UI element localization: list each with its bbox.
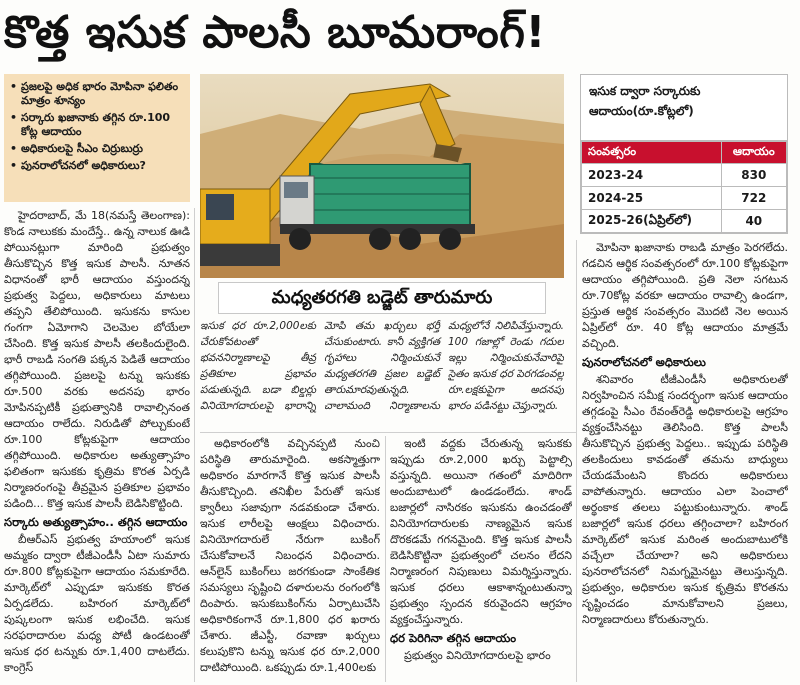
story-box (200, 318, 564, 430)
column-divider (576, 240, 577, 682)
article-column-3 (390, 436, 572, 682)
revenue-cell: 722 (721, 187, 786, 210)
highlight-item: • సర్కారు ఖజానాకు తగ్గిన రూ.100 కోట్ల ఆదాయం (10, 111, 184, 139)
table-row (582, 210, 787, 233)
revenue-table-box (580, 74, 788, 234)
article-paragraph: శనివారం టీజీఎండీసీ అధికారులతో నిర్వహించిన సమీక్ష సందర్భంగా ఇసుక ఆదాయం తగ్గడంపై సీఎం రేవంత్‌రెడ్డి అధికారులపై ఆగ్రహం వ్యక్తంచేసినట్టు తెలిసింది. కొత్త పాలసీ తీసుకొచ్చిన ప్రభుత్వ పెద్దలు.. ఇప్పుడు పరిస్థితి తలకిందులు కావడంతో తమను బాధ్యులు చేయడమేంటని కొందరు అధికారులు వాపోతున్నారు. ఆదాయం ఎలా పెంచాలో అర్థంకాక తలలు పట్టుకుంటున్నారు. శాండ్ బజార్లలో ఇసుక ధరలు తగ్గించాలా? బహిరంగ మార్కెట్‌లో ఇసుక మరింత అందుబాటులోకి వచ్చేలా చేయాలా? అని అధికారులు పునరాలోచనలో నిమగ్నమైనట్టు తెలుస్తున్నది. ప్రభుత్వం, అధికారుల ఇసుక కృత్రిమ కొరతను సృష్టించడం మానుకోవాలని ప్రజలు, నిర్మాణదారులు కోరుతున్నారు. (582, 373, 788, 626)
article-paragraph: అధికారంలోకి వచ్చినప్పటి నుంచి పరిస్థితి తారుమారైంది. అకస్మాత్తుగా అధికారం మారగానే కొత్త ఇసుక పాలసీ తీసుకొచ్చింది. తనిఖీల పేరుతో ఇసుక క్వారీలు సజావుగా నడవకుండా చేశారు. ఇసుక లారీలపై ఆంక్షలు విధించారు. వినియోగదారులే నేరుగా బుకింగ్ చేసుకోవాలనే నిబంధన విధించారు. ఆన్‌లైన్ బుకింగ్‌లు జరగకుండా సాంకేతిక సమస్యలు సృష్టించి దళారులను రంగంలోకి దింపారు. ఇసుకబుకింగ్‌ను ఏర్పాటుచేసి అధికారికంగానే రూ.1,800 ధర ఖరారు చేశారు. జీఎస్టీ, రవాణా ఖర్చులు కలుపుకొని టన్ను ఇసుక ధర రూ.2,000 దాటిపోయింది. ఒకప్పుడు రూ.1,400లకు (200, 437, 380, 674)
year-cell: 2024-25 (582, 187, 722, 210)
highlights-box (4, 74, 190, 202)
headline: కొత్త ఇసుక పాలసీ బూమరాంగ్! (4, 7, 546, 58)
article-paragraph: బీఆర్ఎస్ ప్రభుత్వ హయాంలో ఇసుక అమ్మకం ద్వారా టీజీఎండీసీ ఏటా సుమారు రూ.800 కోట్లకుపైగా ఆదాయం సమకూరేది. మార్కెట్‌లో ఎప్పుడూ ఇసుకకు కొరత ఏర్పడలేదు. బహిరంగ మార్కెట్‌లో పుష్కలంగా ఇసుక లభించేది. ఇసుక సరఫరాదారుల మధ్య పోటీ ఉండటంతో ఇసుక ధర టన్నుకు రూ.1,400 దాటలేదు. కాంగ్రెస్ (4, 533, 190, 674)
article-paragraph: ఇంటి వద్దకు చేరుతున్న ఇసుకకు ఇప్పుడు రూ.2,000 ఖర్చు పెట్టాల్సి వస్తున్నది. అయినా గతంలో మాదిరిగా అందుబాటులో ఉండడంలేదు. శాండ్ బజార్లలో నాసిరకం ఇసుకను ఉంచడంతో వినియోగదారులకు నాణ్యమైన ఇసుక దొరకడమే గగనమైంది. కొత్త ఇసుక పాలసీ బెడిసికొట్టినా ప్రభుత్వంలో చలనం లేదని నిర్మాణరంగ నిపుణులు విమర్శిస్తున్నారు. ఇసుక ధరలు ఆకాశాన్నంటుతున్నా ప్రభుత్వం స్పందన కరువైందని ఆగ్రహం వ్యక్తంచేస్తున్నారు. (390, 437, 572, 626)
article-paragraph: మోపినా ఖజానాకు రాబడి మాత్రం పెరగలేదు. గడచిన ఆర్థిక సంవత్సరంలో రూ.100 కోట్లకుపైగా ఆదాయం తగ్గిపోయింది. ప్రతి నెలా సగటున రూ.70కోట్ల వరకూ ఆదాయం రావాల్సి ఉండగా, ప్రస్తుత ఆర్థిక సంవత్సరం మొదటి నెల అయిన ఏప్రిల్‌లో రూ. 40 కోట్ల ఆదాయం మాత్రమే వచ్చింది. (582, 241, 788, 350)
year-cell: 2023-24 (582, 164, 722, 187)
column-divider (194, 208, 195, 682)
year-cell: 2025-26(ఏప్రిల్‌లో) (582, 210, 722, 233)
highlight-item: • అధికారులపై సీఎం చిర్రుబుర్రు (10, 142, 184, 156)
story-text: ఇసుక ధర రూ.2,000లకు చేరుకోవటంతో భవననిర్మాణాలపై తీవ్ర ప్రతికూల ప్రభావం పడుతున్నది. బడా బిల్డర్లు వినియోగదారులపై భారాన్ని మోపి తమ ఖర్చులు భర్తీ చేసుకుంటారు. కానీ వ్యక్తిగత గృహాలు నిర్మించుకునే మధ్యతరగతి ప్రజల బడ్జెట్ తారుమారవుతున్నది. చాలామంది నిర్మాణాలను మధ్యలోనే నిలిపివేస్తున్నారు. 100 గజాల్లో రెండు గదుల ఇల్లు నిర్మించుకునేవారిపై సైతం ఇసుక ధర పెరగడంవల్ల రూ.లక్షకుపైగా అదనపు భారం పడినట్టు చెప్తున్నారు. (200, 320, 564, 412)
article-column-1 (4, 208, 190, 682)
table-header-revenue: ఆదాయం (721, 142, 786, 164)
revenue-cell: 40 (721, 210, 786, 233)
section-divider (200, 432, 576, 433)
article-paragraph: హైదరాబాద్, మే 18(నమస్తే తెలంగాణ): కొండ నాలుకకు మందేస్తే.. ఉన్న నాలుక ఊడి పోయినట్లుగా మారింది ప్రభుత్వం తీసుకొచ్చిన కొత్త ఇసుక పాలసీ. నూతన విధానంతో భారీ ఆదాయం వస్తుందన్న ప్రభుత్వ పెద్దలు, అధికారులు మాటలు తప్పని తేలిపోయింది. ఇసుకను కాసుల గంగగా ఏమోగాని చెలమెల బోయేలా చేసింది. కొత్త ఇసుక పాలసీ తలకిందులైంది. భారీ రాబడి సంగతి పక్కన పెడితే ఆదాయం తగ్గిపోయింది. ప్రజలపై టన్ను ఇసుకకు రూ.500 వరకు అదనపు భారం మోపినప్పటికీ ప్రభుత్వానికి రావాల్సినంత ఆదాయం రాలేదు. నిరుడితో పోల్చుకుంటే రూ.100 కోట్లకుపైగా ఆదాయం తగ్గిపోయింది. అధికారుల అత్యుత్సాహం ఫలితంగా ఇసుకకు కృత్రిమ కొరత ఏర్పడి నిర్మాణరంగంపై తీవ్రమైన ప్రతికూల ప్రభావం పడింది... కొత్త ఇసుక పాలసీ బెడిసికొట్టింది. (4, 209, 190, 510)
section-subhead: సర్కారు అత్యుత్సాహం.. తగ్గిన ఆదాయం (4, 515, 188, 529)
section-subhead: పునరాలోచనలో అధికారులు (582, 355, 706, 369)
revenue-table (581, 141, 787, 233)
excavator-truck-photo (200, 74, 564, 278)
column-divider (385, 436, 386, 682)
article-paragraph: ప్రభుత్వం వినియోగదారులపై భారం (404, 649, 551, 662)
article-column-4 (582, 240, 788, 682)
table-title: ఇసుక ద్వారా సర్కారుకు ఆదాయం(రూ.కోట్లలో) (581, 75, 787, 141)
highlight-item: • పునరాలోచనలో అధికారులు? (10, 159, 184, 173)
highlight-item: • ప్రజలపై అధిక భారం మోపినా ఫలితం మాత్రం శూన్యం (10, 80, 184, 108)
table-header-year: సంవత్సరం (582, 142, 722, 164)
article-column-2 (200, 436, 380, 682)
table-row (582, 187, 787, 210)
revenue-cell: 830 (721, 164, 786, 187)
pullquote: మధ్యతరగతి బడ్జెట్‌ తారుమారు (218, 282, 546, 314)
section-subhead: ధర పెరిగినా తగ్గిన ఆదాయం (390, 631, 517, 645)
table-row (582, 164, 787, 187)
